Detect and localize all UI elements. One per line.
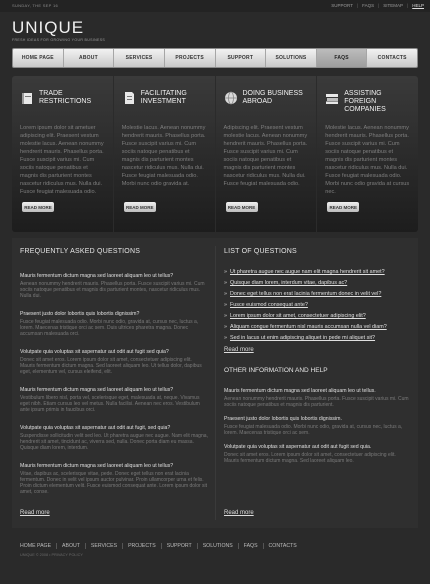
question-link[interactable]: » Sed in lacus ut enim adipiscing aliquet in pede mi aliquet sit?	[224, 335, 412, 341]
top-link-separator: |	[356, 3, 359, 8]
column-divider	[215, 246, 216, 520]
book-icon	[20, 91, 34, 105]
other-info-title: OTHER INFORMATION AND HELP	[224, 367, 328, 374]
footer-link-services[interactable]: SERVICES	[86, 543, 123, 549]
question-link[interactable]: » Ut pharetra augue nec augue nam elit magna hendrerit sit amet?	[224, 269, 412, 275]
top-link-help[interactable]: HELP	[412, 3, 424, 8]
read-more-button[interactable]: READ MORE	[124, 202, 156, 212]
footer-link-faqs[interactable]: FAQS	[239, 543, 264, 549]
faq-question: Mauris fermentum dictum magna sed laoreet aliquam leo ut tellus?	[20, 387, 174, 393]
faq-question: Mauris fermentum dictum magna sed laoreet aliquam leo ut tellus?	[20, 273, 174, 279]
date-text: SUNDAY, THE SEP 16	[12, 3, 59, 8]
question-link[interactable]: » Donec eget tellus non erat lacinia fermentum donec in velit vel?	[224, 291, 412, 297]
footer-link-solutions[interactable]: SOLUTIONS	[198, 543, 239, 549]
feature-title: COMPANIES	[344, 106, 386, 113]
feature-title: ABROAD	[242, 98, 273, 105]
top-links	[331, 3, 424, 8]
main-nav	[12, 48, 418, 68]
globe-icon	[224, 91, 238, 105]
feature-title: TRADE	[39, 90, 63, 97]
feature-title: FACILITATING	[140, 90, 187, 97]
info-question: Volutpate quia voluptas sit aspernatur aut odit aut fugit sed quia.	[224, 444, 372, 450]
faq-answer: Vestibulum libero nisl, porta vel, scelerisque eget, malesuada at, neque. Vivamus eget nibh. Etiam cursus leo vel metus. Nulla facilisi. Aenean nec eros. Vestibulum ante ipsum primis in faucibus orci.	[20, 395, 200, 413]
feature-title: ASSISTING FOREIGN	[344, 90, 382, 105]
nav-faqs[interactable]: FAQS	[317, 49, 368, 67]
features-panel	[12, 76, 418, 232]
footer-link-support[interactable]: SUPPORT	[162, 543, 198, 549]
feature-assisting-foreign-companies	[317, 76, 418, 232]
faq-answer: Vitae, dapibus ac, scelerisque vitae, pede. Donec eget tellus non erat lacinia fermentum. Donec in velit vel ipsum auctor pulvinar. Proin ullamcorper urna et felis. Proin dictum elementum velit. Fusce euismod consequat ante. Lorem ipsum dolor sit amet, conse.	[20, 471, 208, 495]
info-question: Praesent justo dolor lobortis quis lobortis dignissim.	[224, 416, 342, 422]
top-link-support[interactable]: SUPPORT	[331, 3, 353, 8]
info-answer: Donec sit amet eros. Lorem ipsum dolor sit amet, consectetuer adipiscing elit. Mauris fermentum dictum magna. Sed laoreet aliquam leo.	[224, 452, 396, 464]
copyright-text: UNIQUE © 2008 • PRIVACY POLICY	[20, 553, 83, 557]
feature-title: RESTRICTIONS	[39, 98, 92, 105]
books-icon	[325, 91, 339, 105]
nav-solutions[interactable]: SOLUTIONS	[266, 49, 317, 67]
site-tagline: FRESH IDEAS FOR GROWING YOUR BUSINESS	[12, 38, 106, 42]
faq-item	[20, 463, 208, 495]
faq-answer: Suspendisse sollicitudin velit sed leo. Ut pharetra augue nec augue. Nam elit magna, hendrerit sit amet, tincidunt ac, viverra sed, nulla. Donec porta diam eu massa. Quisque diam lorem, interdum.	[20, 433, 208, 451]
footer-link-contacts[interactable]: CONTACTS	[268, 543, 297, 549]
footer-link-home-page[interactable]: HOME PAGE	[20, 543, 57, 549]
faq-item	[20, 349, 208, 381]
feature-text: Molestie lacus. Aenean nonummy hendrerit mauris. Phasellus porta. Fusce suscipit varius mi. Cum sociis natoque penatibus et magnis dis parturient montes nascetur ridiculus mus. Nulla dui. Fusce feugiat malesuada odio. Morbi nunc odio gravida at cursus nec.	[325, 125, 410, 195]
footer	[0, 534, 430, 584]
question-list	[224, 269, 412, 341]
nav-about[interactable]: ABOUT	[64, 49, 115, 67]
feature-title: DOING BUSINESS	[242, 90, 303, 97]
read-more-button[interactable]: READ MORE	[22, 202, 54, 212]
footer-link-about[interactable]: ABOUT	[57, 543, 86, 549]
feature-trade-restrictions	[12, 76, 114, 232]
faq-section	[20, 248, 208, 516]
nav-support[interactable]: SUPPORT	[216, 49, 267, 67]
faq-item	[20, 387, 208, 419]
nav-services[interactable]: SERVICES	[114, 49, 165, 67]
top-link-separator: |	[407, 3, 409, 8]
feature-text: Adipiscing elit. Praesent vestum molestie lacus. Aenean nonummy hendrerit mauris. Phasellus porta. Fusce suscipit varius mi. Cum sociis natoque penatibus et magnis dis parturient montes nascetur ridiculus mus. Nulla dui. Fusce feugiat malesuada odio.	[223, 125, 308, 187]
faq-answer: Fusce feugiat malesuada odio. Morbi nunc odio, gravida at, cursus nec, luctus a, lorem. Maecenas tristique orci ac sem. Duis ultrices pharetra magna. Donec accumsan malesuada orci.	[20, 319, 199, 337]
nav-contacts[interactable]: CONTACTS	[377, 55, 407, 61]
faq-answer: Aenean nonummy hendrerit mauris. Phasellus porta. Fusce suscipit varius mi. Cum sociis natoque penatibus et magnis dis parturient montes, nascetur ridiculus mus. Nulla dui.	[20, 281, 205, 299]
site-logo[interactable]: UNIQUE	[12, 18, 85, 37]
faq-title: FREQUENTLY ASKED QUESTIONS	[20, 248, 141, 255]
info-item	[224, 444, 412, 466]
read-more-button[interactable]: READ MORE	[327, 202, 359, 212]
feature-text: Molestie lacus. Aenean nonummy hendrerit mauris. Phasellus porta. Fusce suscipit varius mi. Cum sociis natoque penatibus et magnis dis parturient montes nascetur ridiculus mus. Nulla dui. Fusce feugiat malesuada odio. Morbi nunc odio gravida at.	[121, 125, 206, 187]
top-link-faqs[interactable]: FAQS	[362, 3, 375, 8]
faq-item	[20, 425, 208, 457]
faq-question: Volutpate quia voluptas sit aspernatur aut odit aut fugit sed quia?	[20, 349, 169, 355]
top-link-sitemap[interactable]: SITEMAP	[383, 3, 404, 8]
faq-question: Volutpate quia voluptas sit aspernatur aut odit aut fugit, sed quia?	[20, 425, 171, 431]
info-read-more-link[interactable]: Read more	[224, 510, 254, 516]
info-question: Mauris fermentum dictum magna sed laoreet aliquam leo ut tellus.	[224, 388, 376, 394]
nav-projects[interactable]: PROJECTS	[165, 49, 216, 67]
feature-title: INVESTMENT	[140, 98, 186, 105]
info-item	[224, 416, 412, 438]
top-bar	[0, 0, 430, 12]
faq-question: Praesent justo dolor lobortis quis lobortis dignissim?	[20, 311, 140, 317]
question-link[interactable]: » Quisque diam lorem, interdum vitae, dapibus ac?	[224, 280, 412, 286]
feature-doing-business-abroad	[216, 76, 318, 232]
question-link[interactable]: » Fusce euismod consequat ante?	[224, 302, 412, 308]
top-link-separator: |	[378, 3, 380, 8]
info-answer: Fusce feugiat malesuada odio. Morbi nunc odio, gravida at, cursus nec, luctus a, lorem. Maecenas tristique orci ac sem.	[224, 424, 403, 436]
question-link[interactable]: » Lorem ipsum dolor sit amet, consectetuer adipiscing elit?	[224, 313, 412, 319]
list-title: LIST OF QUESTIONS	[224, 248, 297, 255]
feature-text: Lorem ipsum dolor sit ametuer adipiscing elit. Praesent vestum molestie lacus. Aenean nonummy hendrerit mauris. Phasellus porta. Fusce suscipit varius mi. Cum sociis natoque penatibus et magnis dis parturient montes nascetur ridiculus mus. Nulla dui. Fusce feugiat malesuada odio.	[20, 125, 104, 195]
faq-item	[20, 311, 208, 343]
main-content	[12, 238, 418, 528]
read-more-button[interactable]: READ MORE	[226, 202, 258, 212]
info-item	[224, 388, 412, 410]
list-read-more-link[interactable]: Read more	[224, 347, 254, 353]
question-link[interactable]: » Aliquam congue fermentum nisl mauris accumsan nulla vel diam?	[224, 324, 412, 330]
right-column	[224, 248, 412, 516]
footer-link-projects[interactable]: PROJECTS	[123, 543, 162, 549]
faq-read-more-link[interactable]: Read more	[20, 510, 50, 516]
footer-nav	[20, 543, 302, 549]
document-icon	[122, 91, 136, 105]
nav-home-page[interactable]: HOME PAGE	[13, 49, 64, 67]
info-answer: Aenean nonummy hendrerit mauris. Phasellus porta. Fusce suscipit varius mi. Cum sociis natoque penatibus et magnis dis parturient.	[224, 396, 409, 408]
faq-item	[20, 273, 208, 305]
faq-answer: Donec sit amet eros. Lorem ipsum dolor sit amet, consectetuer adipiscing elit. Mauris fermentum dictum magna. Sed laoreet aliquam leo. Ut tellus dolor, dapibus eget, elementum vel, cursus eleifend, elit.	[20, 357, 202, 375]
faq-question: Mauris fermentum dictum magna sed laoreet aliquam leo ut tellus?	[20, 463, 174, 469]
feature-facilitating-investment	[114, 76, 216, 232]
